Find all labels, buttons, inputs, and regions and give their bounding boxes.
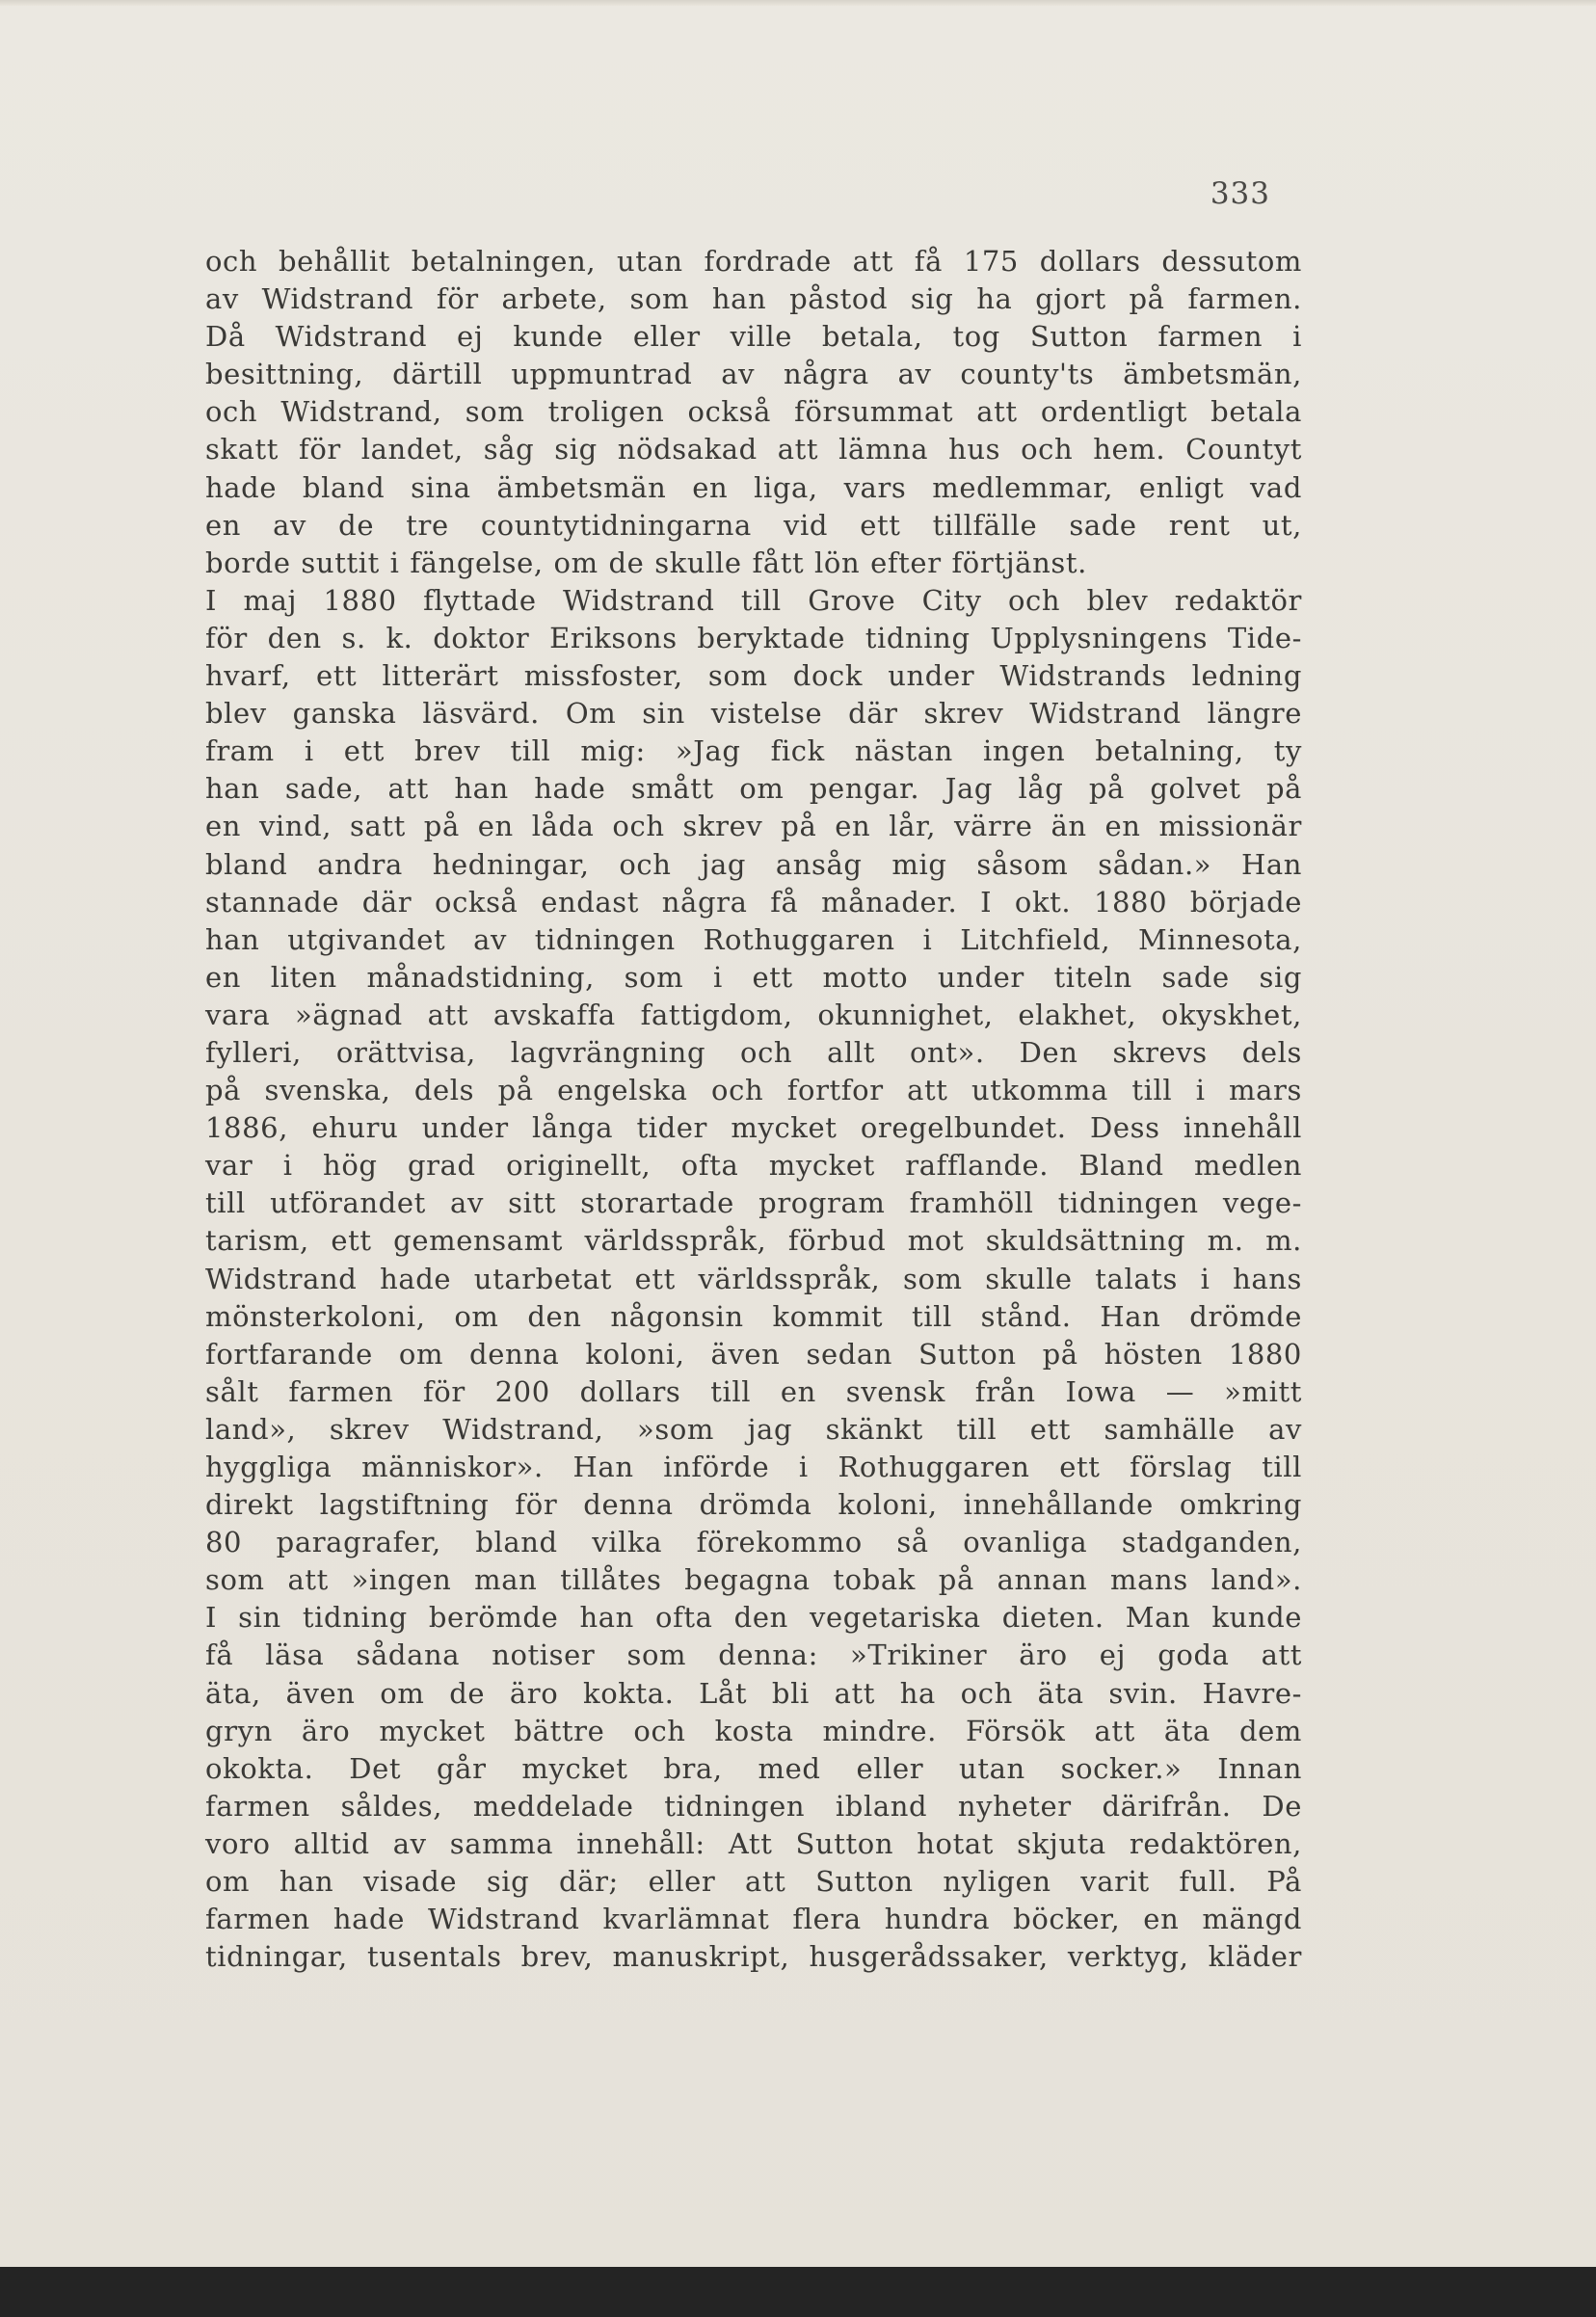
- text-line: I maj 1880 flyttade Widstrand till Grove City och blev redaktör: [205, 583, 1302, 617]
- text-line: han utgivandet av tidningen Rothuggaren i Litchfield, Minnesota,: [205, 922, 1302, 956]
- text-line: hvarf, ett litterärt missfoster, som dock under Widstrands ledning: [205, 659, 1302, 693]
- text-line: få läsa sådana notiser som denna: »Trikiner äro ej goda att: [205, 1638, 1302, 1672]
- text-line: Då Widstrand ej kunde eller ville betala, tog Sutton farmen i: [205, 320, 1302, 354]
- text-line: okokta. Det går mycket bra, med eller utan socker.» Innan: [205, 1751, 1302, 1785]
- text-line: bland andra hedningar, och jag ansåg mig såsom sådan.» Han: [205, 847, 1302, 881]
- text-line: om han visade sig där; eller att Sutton nyligen varit full. På: [205, 1865, 1302, 1899]
- text-line: land», skrev Widstrand, »som jag skänkt till ett samhälle av: [205, 1412, 1302, 1446]
- text-line: [205, 1976, 1302, 2013]
- text-line: borde suttit i fängelse, om de skulle fått lön efter förtjänst.: [205, 546, 1087, 579]
- text-line: Widstrand hade utarbetat ett världsspråk, som skulle talats i hans: [205, 1262, 1302, 1295]
- text-line: och Widstrand, som troligen också försummat att ordentligt betala: [205, 395, 1302, 429]
- text-line: blev ganska läsvärd. Om sin vistelse där skrev Widstrand längre: [205, 697, 1302, 731]
- text-line: skatt för landet, såg sig nödsakad att lämna hus och hem. Countyt: [205, 433, 1302, 466]
- scan-bottom-edge: [0, 2267, 1596, 2317]
- text-line: en av de tre countytidningarna vid ett tillfälle sade rent ut,: [205, 508, 1302, 542]
- text-line: av Widstrand för arbete, som han påstod sig ha gjort på farmen.: [205, 282, 1302, 316]
- text-line: I sin tidning berömde han ofta den vegetariska dieten. Man kunde: [205, 1601, 1302, 1635]
- text-line: 1886, ehuru under långa tider mycket oregelbundet. Dess innehåll: [205, 1111, 1302, 1145]
- text-line: stannade där också endast några få månader. I okt. 1880 började: [205, 885, 1302, 919]
- text-line: fylleri, orättvisa, lagvrängning och allt ont». Den skrevs dels: [205, 1035, 1302, 1069]
- text-line: fram i ett brev till mig: »Jag fick nästan ingen betalning, ty: [205, 734, 1302, 768]
- page-number: 333: [1210, 176, 1270, 211]
- text-line: farmen såldes, meddelade tidningen ibland nyheter därifrån. De: [205, 1789, 1302, 1823]
- text-line: tidningar, tusentals brev, manuskript, husgerådssaker, verktyg, kläder: [205, 1940, 1302, 1974]
- text-line: besittning, därtill uppmuntrad av några av county'ts ämbetsmän,: [205, 358, 1302, 391]
- text-line: gryn äro mycket bättre och kosta mindre. Försök att äta dem: [205, 1714, 1302, 1747]
- text-line: som att »ingen man tillåtes begagna tobak på annan mans land».: [205, 1563, 1302, 1597]
- text-line: en vind, satt på en låda och skrev på en lår, värre än en missionär: [205, 810, 1302, 843]
- text-line: fortfarande om denna koloni, även sedan Sutton på hösten 1880: [205, 1337, 1302, 1371]
- top-page-edge: [0, 0, 1596, 6]
- text-line: var i hög grad originellt, ofta mycket rafflande. Bland medlen: [205, 1149, 1302, 1183]
- text-line: äta, även om de äro kokta. Låt bli att ha och äta svin. Havre-: [205, 1676, 1302, 1710]
- text-line: för den s. k. doktor Eriksons beryktade tidning Upplysningens Tide-: [205, 621, 1302, 654]
- text-line: hyggliga människor». Han införde i Rothuggaren ett förslag till: [205, 1451, 1302, 1483]
- text-line: voro alltid av samma innehåll: Att Sutton hotat skjuta redaktören,: [205, 1826, 1302, 1860]
- text-line: mönsterkoloni, om den någonsin kommit till stånd. Han drömde: [205, 1299, 1302, 1333]
- text-line: vara »ägnad att avskaffa fattigdom, okunnighet, elakhet, okyskhet,: [205, 998, 1302, 1031]
- text-line: farmen hade Widstrand kvarlämnat flera hundra böcker, en mängd: [205, 1903, 1302, 1936]
- text-line: och behållit betalningen, utan fordrade att få 175 dollars dessutom: [205, 245, 1302, 278]
- text-line: han sade, att han hade smått om pengar. Jag låg på golvet på: [205, 772, 1302, 806]
- body-text: [205, 243, 1302, 2013]
- text-line: tarism, ett gemensamt världsspråk, förbud mot skuldsättning m. m.: [205, 1224, 1302, 1258]
- text-line: 80 paragrafer, bland vilka förekommo så ovanliga stadganden,: [205, 1526, 1302, 1559]
- text-line: en liten månadstidning, som i ett motto under titeln sade sig: [205, 960, 1302, 994]
- text-line: sålt farmen för 200 dollars till en svensk från Iowa — »mitt: [205, 1374, 1302, 1408]
- text-line: till utförandet av sitt storartade program framhöll tidningen vege-: [205, 1186, 1302, 1220]
- text-line: direkt lagstiftning för denna drömda koloni, innehållande omkring: [205, 1488, 1302, 1522]
- text-line: hade bland sina ämbetsmän en liga, vars medlemmar, enligt vad: [205, 470, 1302, 504]
- text-line: på svenska, dels på engelska och fortfor att utkomma till i mars: [205, 1074, 1302, 1107]
